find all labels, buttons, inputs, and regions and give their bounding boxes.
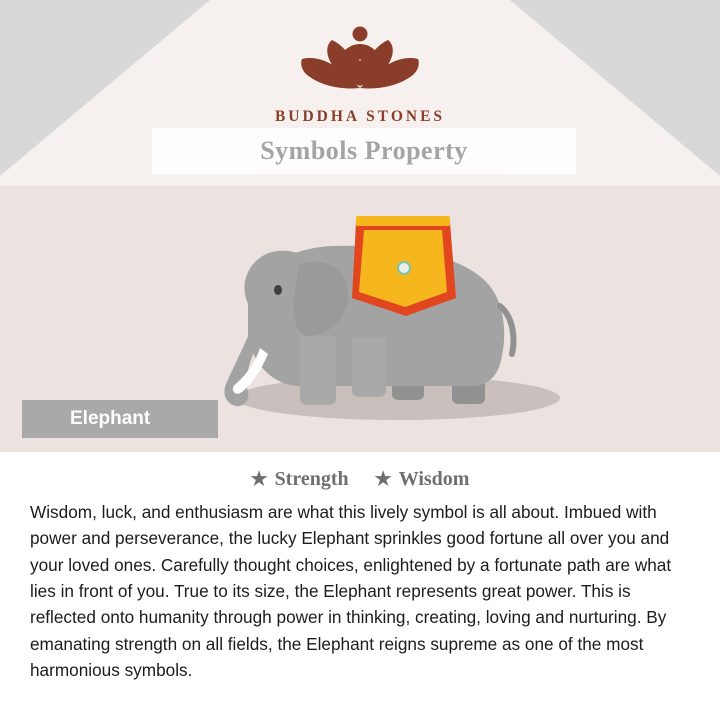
description-paragraph: Wisdom, luck, and enthusiasm are what this lively symbol is all about. Imbued with power and perseverance, the lucky Elephant sprinkles good fortune all over you and your loved ones. Carefully thought choices, enlightened by a fortunate path are what lies in front of you. True to its size, the Elephant represents great power. This is reflected onto humanity through power in thinking, creating, loving and nurturing. By emanating strength on all fields, the Elephant reigns supreme as one of the most harmonious symbols. [30, 502, 672, 680]
page-title: Symbols Property [260, 136, 468, 165]
card-header [0, 0, 720, 186]
description-section [0, 452, 720, 720]
star-icon: ★ [374, 469, 392, 490]
brand-logo [0, 18, 720, 126]
star-icon: ★ [250, 469, 268, 490]
symbol-label-tab [22, 400, 218, 438]
keyword-list [30, 468, 690, 491]
symbol-label: Elephant [70, 408, 151, 429]
title-bar [152, 128, 576, 174]
keyword-wisdom-label: Wisdom [398, 468, 470, 490]
keyword-wisdom [375, 468, 470, 491]
keyword-strength-label: Strength [274, 468, 349, 490]
lotus-meditation-icon [280, 18, 440, 104]
brand-name: BUDDHA STONES [274, 108, 446, 125]
keyword-strength [251, 468, 349, 491]
